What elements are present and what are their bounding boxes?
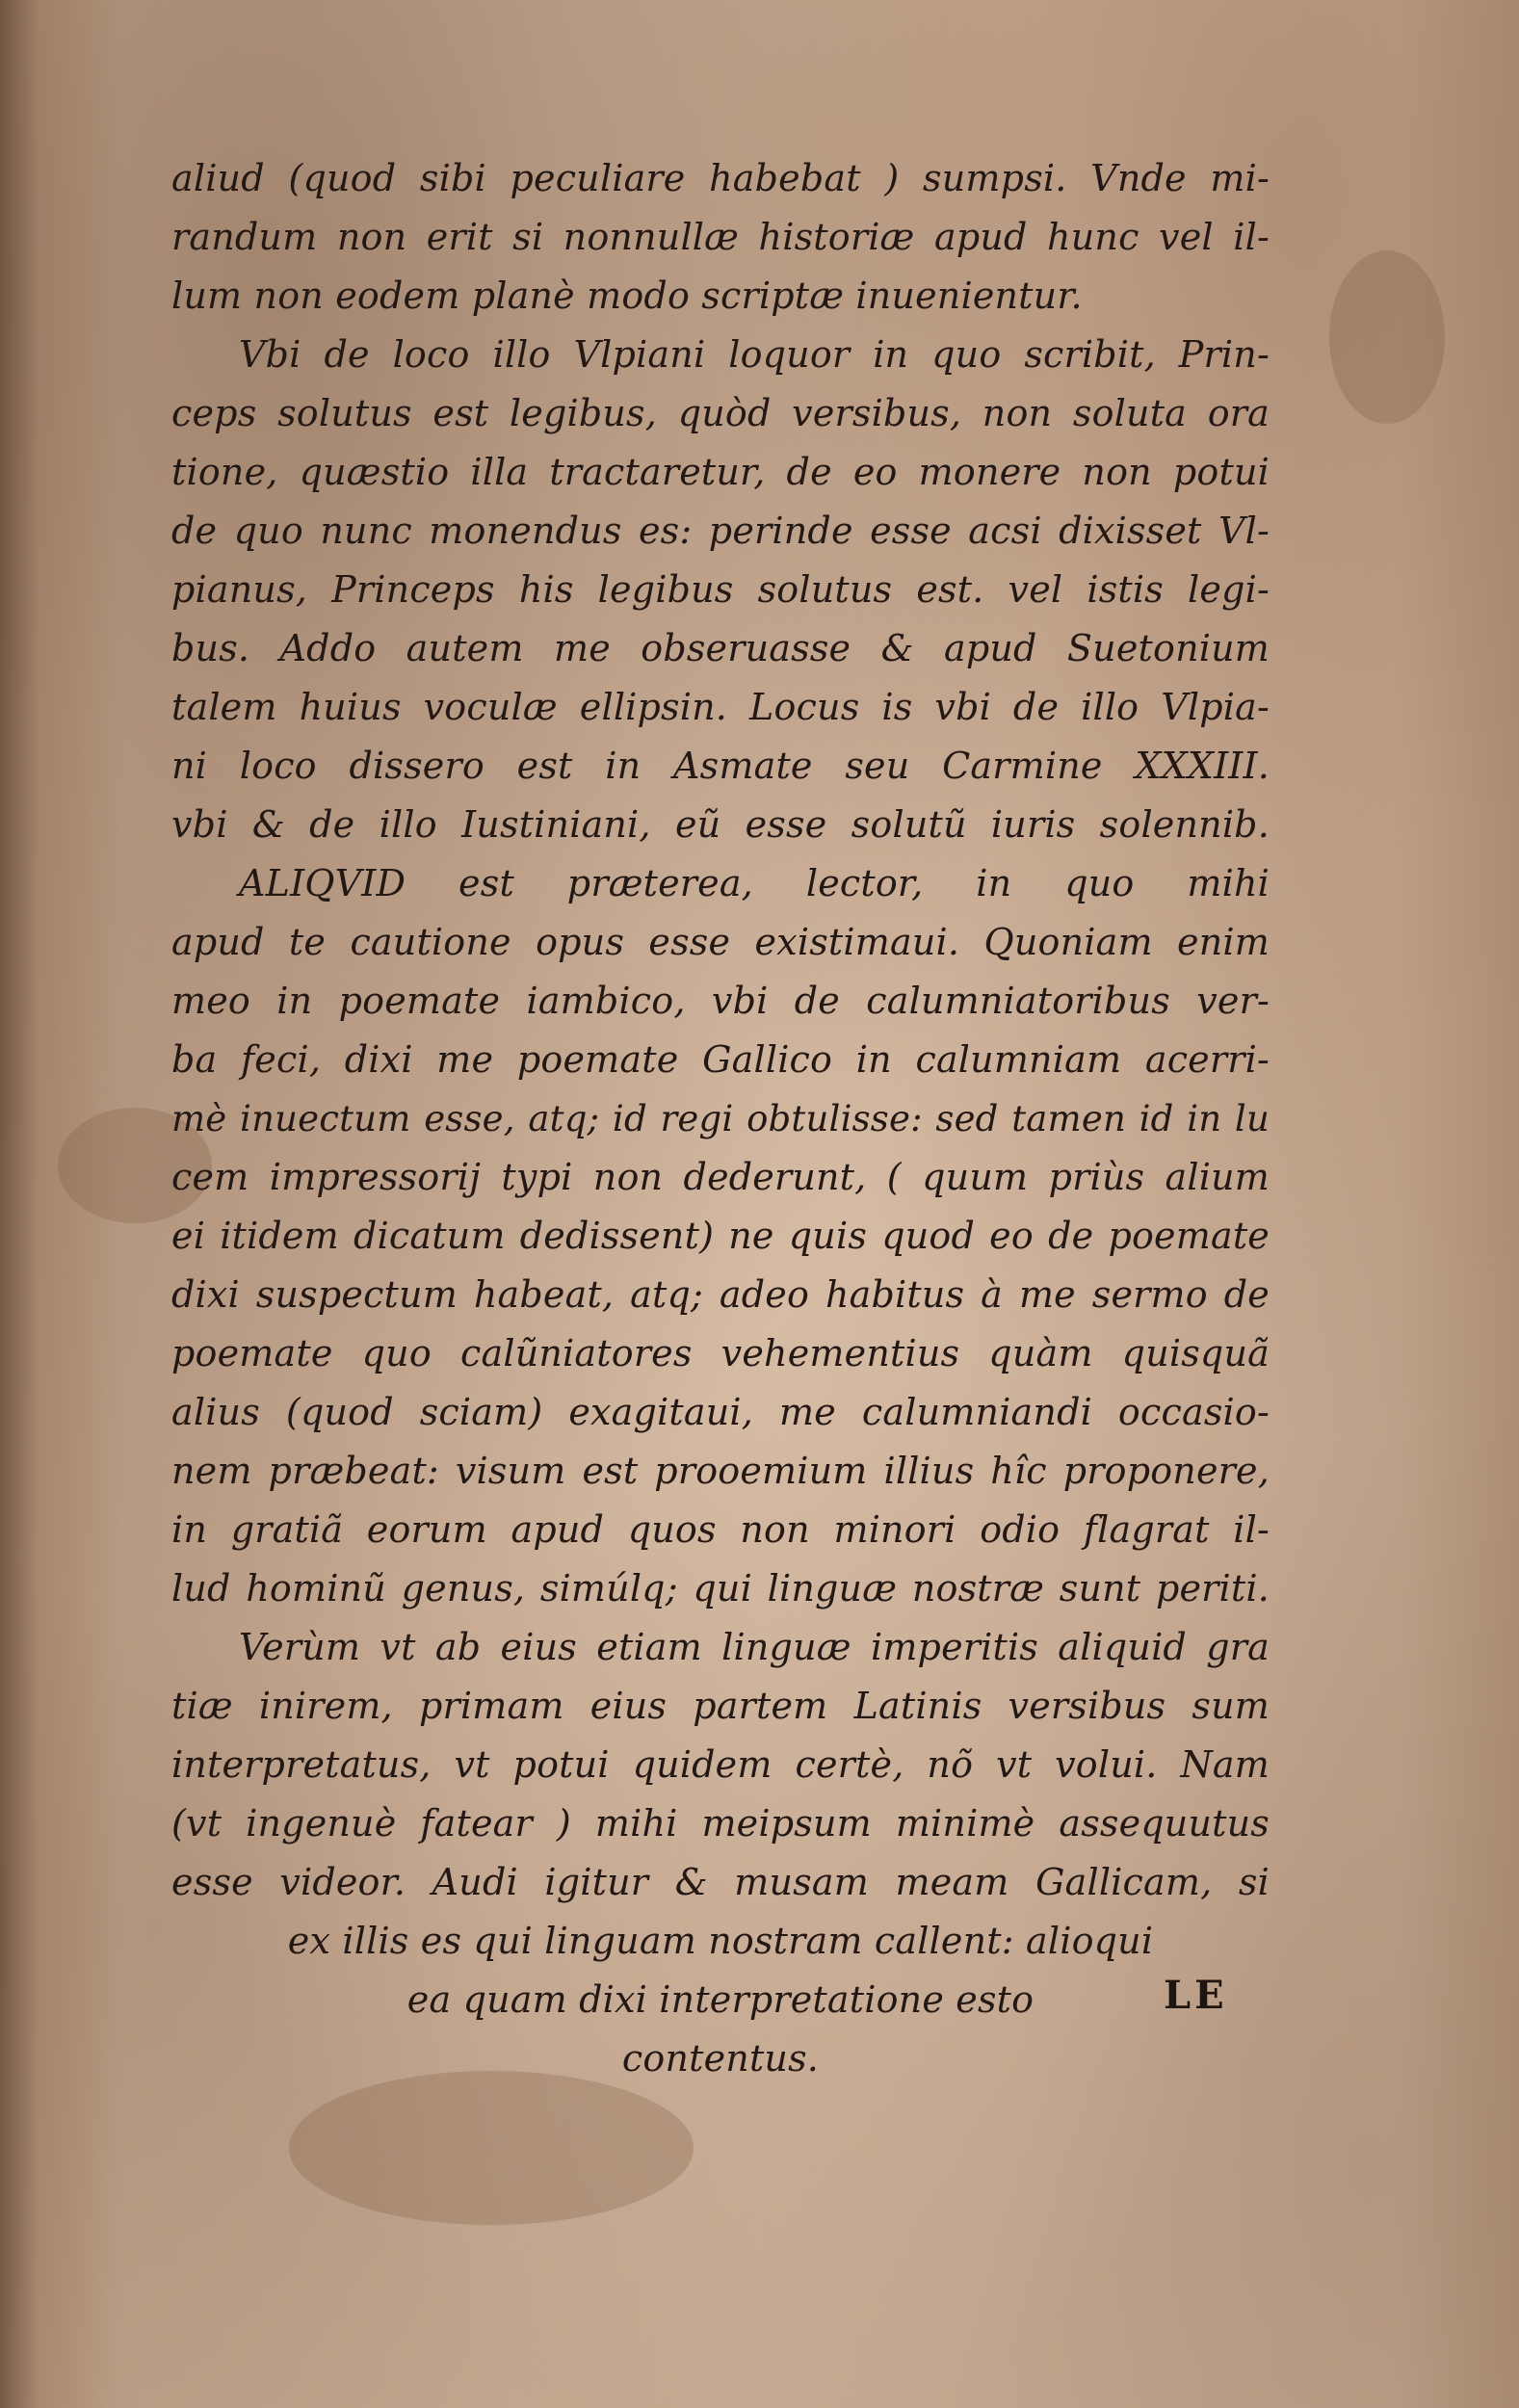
text-line: alius (quod sciam) exagitaui, me calumniandi occasio- — [171, 1391, 1270, 1433]
text-line: ALIQVID est præterea, lector, in quo mihi — [239, 862, 1270, 904]
text-line: lud hominũ genus, simúlq; qui linguæ nostræ sunt periti. — [171, 1567, 1270, 1610]
text-line: ba feci, dixi me poemate Gallico in calumniam acerri- — [171, 1038, 1270, 1081]
text-line: dixi suspectum habeat, atq; adeo habitus à me sermo de — [171, 1273, 1270, 1316]
text-line: in gratiã eorum apud quos non minori odio flagrat il- — [171, 1508, 1270, 1551]
text-line: Vbi de loco illo Vlpiani loquor in quo scribit, Prin- — [239, 333, 1270, 376]
text-line: bus. Addo autem me obseruasse & apud Suetonium — [171, 627, 1270, 669]
text-line: mè inuectum esse, atq; id regi obtulisse: sed tamen id in lu — [171, 1098, 1270, 1139]
text-line: aliud (quod sibi peculiare habebat ) sumpsi. Vnde mi- — [171, 157, 1270, 199]
text-line: Verùm vt ab eius etiam linguæ imperitis aliquid gra — [239, 1626, 1270, 1668]
text-line: randum non erit si nonnullæ historiæ apud hunc vel il- — [171, 216, 1270, 258]
text-line: ex illis es qui linguam nostram callent: alioqui — [287, 1920, 1154, 1962]
text-line: tione, quæstio illa tractaretur, de eo monere non potui — [171, 451, 1270, 493]
text-line: tiæ inirem, primam eius partem Latinis versibus sum — [171, 1685, 1270, 1727]
text-line: cem impressorij typi non dederunt, ( quum priùs alium — [171, 1156, 1270, 1198]
text-line: ni loco dissero est in Asmate seu Carmine XXXIII. — [171, 745, 1270, 787]
text-line: poemate quo calũniatores vehementius quàm quisquã — [171, 1332, 1270, 1374]
text-line: de quo nunc monendus es: perinde esse acsi dixisset Vl- — [171, 510, 1270, 552]
text-line: ei itidem dicatum dedissent) ne quis quod eo de poemate — [171, 1215, 1270, 1257]
text-line: interpretatus, vt potui quidem certè, nõ vt volui. Nam — [171, 1743, 1270, 1786]
text-line: ceps solutus est legibus, quòd versibus, non soluta ora — [171, 392, 1270, 434]
text-line: meo in poemate iambico, vbi de calumniatoribus ver- — [171, 980, 1270, 1022]
text-line: esse videor. Audi igitur & musam meam Gallicam, si — [171, 1861, 1270, 1903]
paper-stain — [1329, 250, 1445, 424]
text-line: apud te cautione opus esse existimaui. Quoniam enim — [171, 921, 1270, 963]
text-line: contentus. — [621, 2037, 820, 2080]
paper-stain — [289, 2071, 694, 2225]
catchword: LE — [1164, 1973, 1228, 2018]
text-line: nem præbeat: visum est prooemium illius hîc proponere, — [171, 1450, 1270, 1492]
text-line: pianus, Princeps his legibus solutus est. vel istis legi- — [171, 568, 1270, 611]
text-line: talem huius voculæ ellipsin. Locus is vbi de illo Vlpia- — [171, 686, 1270, 728]
text-line: vbi & de illo Iustiniani, eũ esse solutũ iuris solennib. — [171, 803, 1270, 846]
body-text — [171, 149, 1270, 2088]
text-line: lum non eodem planè modo scriptæ inuenientur. — [171, 275, 1083, 317]
text-line: (vt ingenuè fatear ) mihi meipsum minimè assequutus — [171, 1802, 1270, 1845]
text-line: ea quam dixi interpretatione esto — [406, 1978, 1034, 2021]
